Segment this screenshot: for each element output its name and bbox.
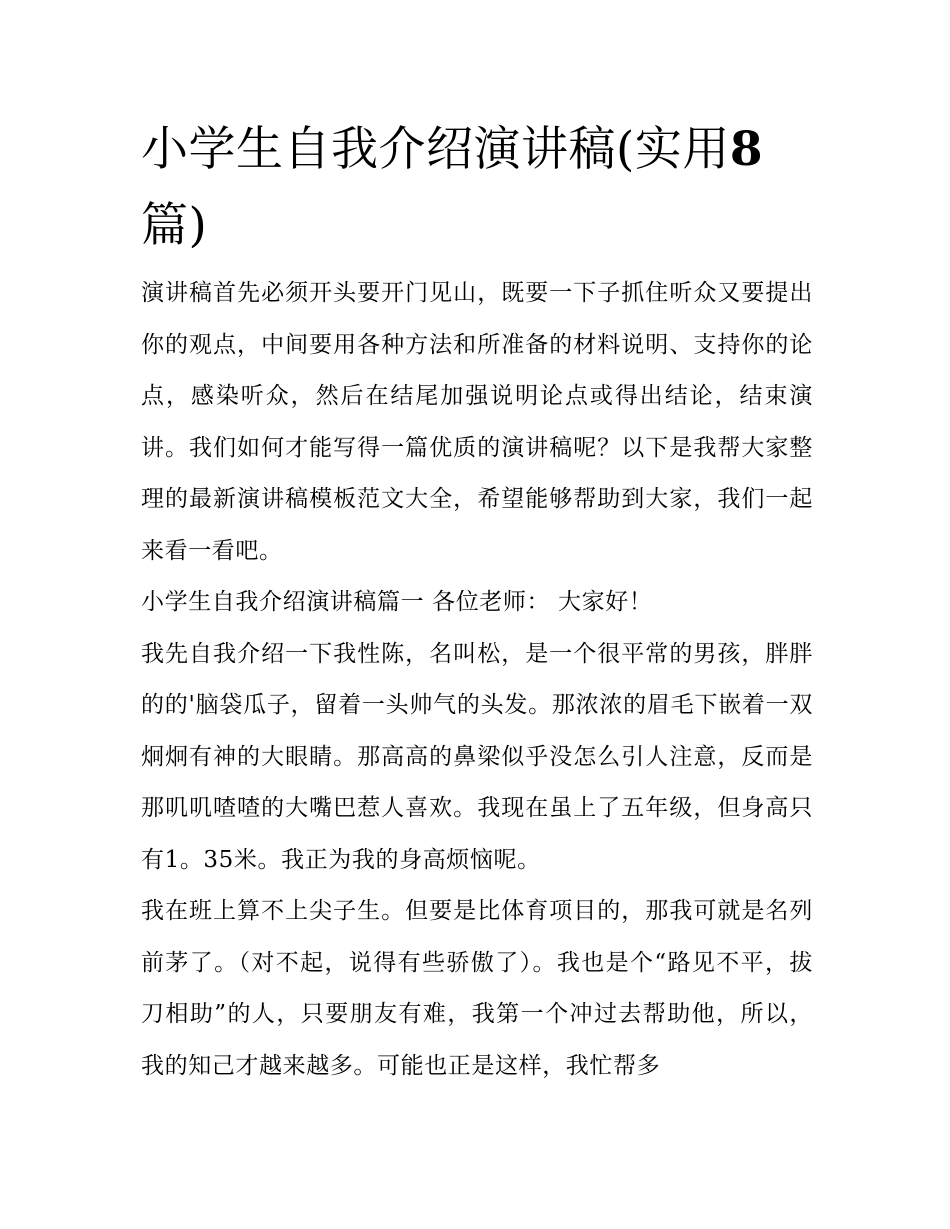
title-end: 篇) [141,198,208,253]
title-number: 8 [729,122,764,177]
body-paragraph: 我先自我介绍一下我性陈，名叫松，是一个很平常的男孩，胖胖的的'脑袋瓜子，留着一头帅气的头发。那浓浓的眉毛下嵌着一双炯炯有神的大眼睛。那高高的鼻梁似乎没怎么引人注意，反而是那叽叽喳喳的大嘴巴惹人喜欢。我现在虽上了五年级，但身高只有1。35米。我正为我的身高烦恼呢。 [141,640,813,873]
body-paragraph: 我在班上算不上尖子生。但要是比体育项目的，那我可就是名列前茅了。（对不起，说得有些骄傲了）。我也是个“路见不平，拔刀相助”的人，只要朋友有难，我第一个冲过去帮助他，所以，我的知己才越来越多。可能也正是这样，我忙帮多 [141,898,813,1079]
section-heading-paragraph: 小学生自我介绍演讲稿篇一 各位老师： 大家好！ [141,589,653,615]
title-text: 小学生自我介绍演讲稿(实用 [141,122,730,177]
document-content [141,112,813,1092]
intro-paragraph: 演讲稿首先必须开头要开门见山，既要一下子抓住听众又要提出你的观点，中间要用各种方法和所准备的材料说明、支持你的论点，感染听众，然后在结尾加强说明论点或得出结论，结束演讲。我们如何才能写得一篇优质的演讲稿呢？以下是我帮大家整理的最新演讲稿模板范文大全，希望能够帮助到大家，我们一起来看一看吧。 [141,280,813,564]
document-title [141,112,813,264]
